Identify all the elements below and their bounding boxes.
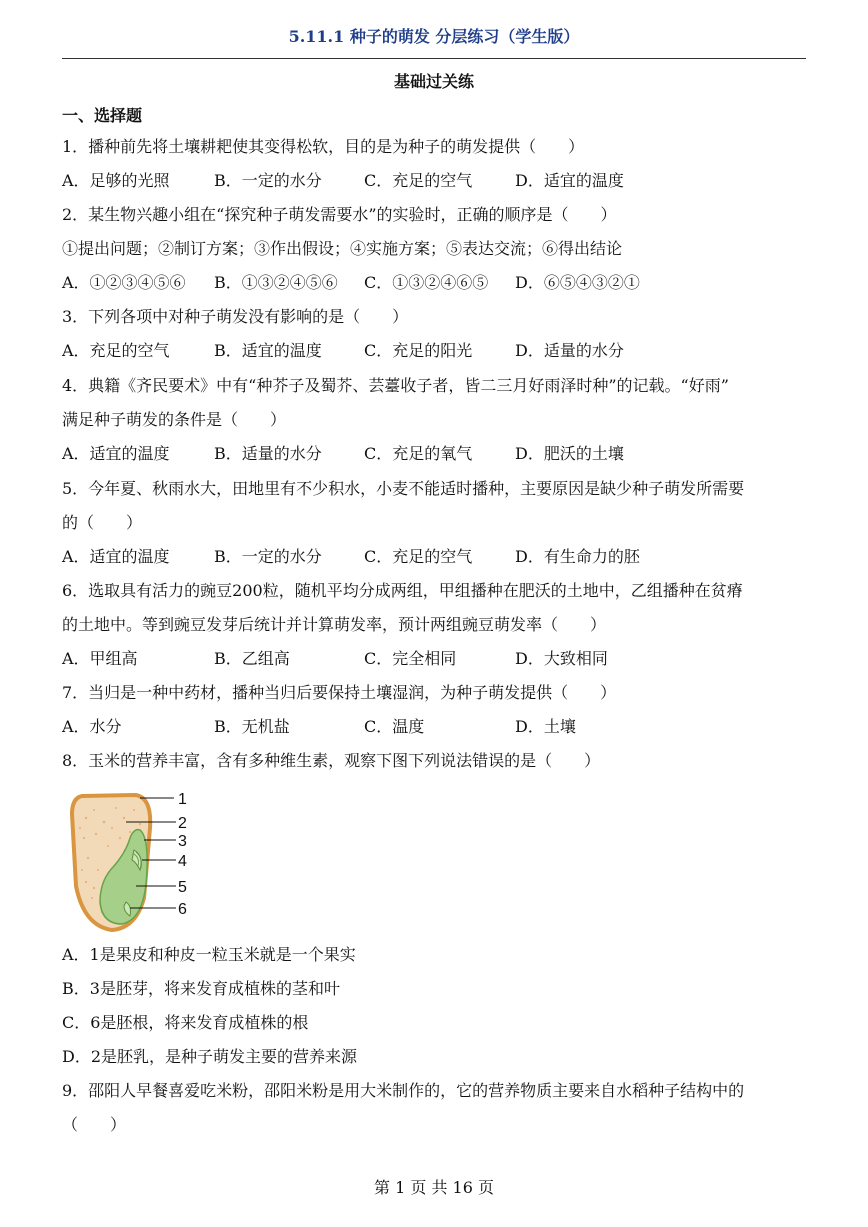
question-2-option-c: C．①③②④⑥⑤ [364, 273, 489, 292]
question-3-stem: 3．下列各项中对种子萌发没有影响的是（ ） [62, 307, 409, 326]
question-7-stem: 7．当归是一种中药材，播种当归后要保持土壤湿润，为种子萌发提供（ ） [62, 683, 617, 702]
question-5-option-b: B．一定的水分 [214, 547, 322, 566]
question-4-option-b: B．适量的水分 [214, 444, 322, 463]
header-divider [62, 58, 806, 59]
question-5-stem-line1: 5．今年夏、秋雨水大，田地里有不少积水，小麦不能适时播种，主要原因是缺少种子萌发所需要 [62, 479, 745, 498]
question-4-stem-line2: 满足种子萌发的条件是（ ） [62, 410, 287, 429]
figure-label-5: 5 [178, 879, 187, 896]
question-6-stem-line1: 6．选取具有活力的豌豆200粒，随机平均分成两组，甲组播种在肥沃的土地中，乙组播种在贫瘠 [62, 581, 743, 600]
question-2-option-b: B．①③②④⑤⑥ [214, 273, 338, 292]
question-6-option-c: C．完全相同 [364, 649, 457, 668]
question-1-option-c: C．充足的空气 [364, 171, 473, 190]
question-1-stem: 1．播种前先将土壤耕耙使其变得松软，目的是为种子的萌发提供（ ） [62, 137, 585, 156]
question-9-stem-line1: 9．邵阳人早餐喜爱吃米粉，邵阳米粉是用大米制作的，它的营养物质主要来自水稻种子结构中的 [62, 1081, 745, 1100]
question-8-option-b: B．3是胚芽，将来发育成植株的茎和叶 [62, 979, 340, 998]
question-8-option-d: D．2是胚乳，是种子萌发主要的营养来源 [62, 1047, 358, 1066]
part-heading: 一、选择题 [62, 106, 143, 125]
figure-label-1: 1 [178, 791, 187, 808]
figure-label-2: 2 [178, 815, 187, 832]
question-3-option-a: A．充足的空气 [62, 341, 170, 360]
corn-seed-diagram [64, 788, 204, 934]
question-5-option-a: A．适宜的温度 [62, 547, 170, 566]
question-5-option-d: D．有生命力的胚 [515, 547, 640, 566]
question-4-option-a: A．适宜的温度 [62, 444, 170, 463]
question-3-option-d: D．适量的水分 [515, 341, 624, 360]
question-1-option-d: D．适宜的温度 [515, 171, 624, 190]
question-8-option-a: A．1是果皮和种皮一粒玉米就是一个果实 [62, 945, 356, 964]
question-2-option-d: D．⑥⑤④③②① [515, 273, 640, 292]
question-2-stem: 2．某生物兴趣小组在“探究种子萌发需要水”的实验时，正确的顺序是（ ） [62, 205, 617, 224]
question-2-steps: ①提出问题；②制订方案；③作出假设；④实施方案；⑤表达交流；⑥得出结论 [62, 239, 623, 258]
question-4-stem-line1: 4．典籍《齐民要术》中有“种芥子及蜀芥、芸薹收子者，皆二三月好雨泽时种”的记载。“好雨” [62, 376, 729, 395]
figure-label-6: 6 [178, 901, 187, 918]
section-title: 基础过关练 [393, 72, 474, 91]
question-6-option-b: B．乙组高 [214, 649, 290, 668]
question-2-option-a: A．①②③④⑤⑥ [62, 273, 186, 292]
question-5-option-c: C．充足的空气 [364, 547, 473, 566]
figure-label-3: 3 [178, 833, 187, 850]
corn-seed-illustration [64, 788, 204, 934]
question-7-option-c: C．温度 [364, 717, 425, 736]
question-8-stem: 8．玉米的营养丰富，含有多种维生素，观察下图下列说法错误的是（ ） [62, 751, 601, 770]
question-6-option-d: D．大致相同 [515, 649, 608, 668]
question-8-option-c: C．6是胚根，将来发育成植株的根 [62, 1013, 309, 1032]
question-6-option-a: A．甲组高 [62, 649, 138, 668]
question-7-option-d: D．土壤 [515, 717, 576, 736]
question-4-option-c: C．充足的氧气 [364, 444, 473, 463]
question-4-option-d: D．肥沃的土壤 [515, 444, 624, 463]
document-header-title: 5.11.1 种子的萌发 分层练习（学生版） [288, 27, 580, 46]
question-6-stem-line2: 的土地中。等到豌豆发芽后统计并计算萌发率，预计两组豌豆萌发率（ ） [62, 615, 607, 634]
page-footer: 第 1 页 共 16 页 [374, 1178, 494, 1197]
question-5-stem-line2: 的（ ） [62, 513, 143, 532]
figure-label-4: 4 [178, 853, 187, 870]
question-3-option-c: C．充足的阳光 [364, 341, 473, 360]
question-7-option-b: B．无机盐 [214, 717, 290, 736]
question-7-option-a: A．水分 [62, 717, 122, 736]
question-1-option-b: B．一定的水分 [214, 171, 322, 190]
question-9-stem-line2: （ ） [62, 1115, 127, 1134]
question-3-option-b: B．适宜的温度 [214, 341, 322, 360]
question-1-option-a: A．足够的光照 [62, 171, 170, 190]
